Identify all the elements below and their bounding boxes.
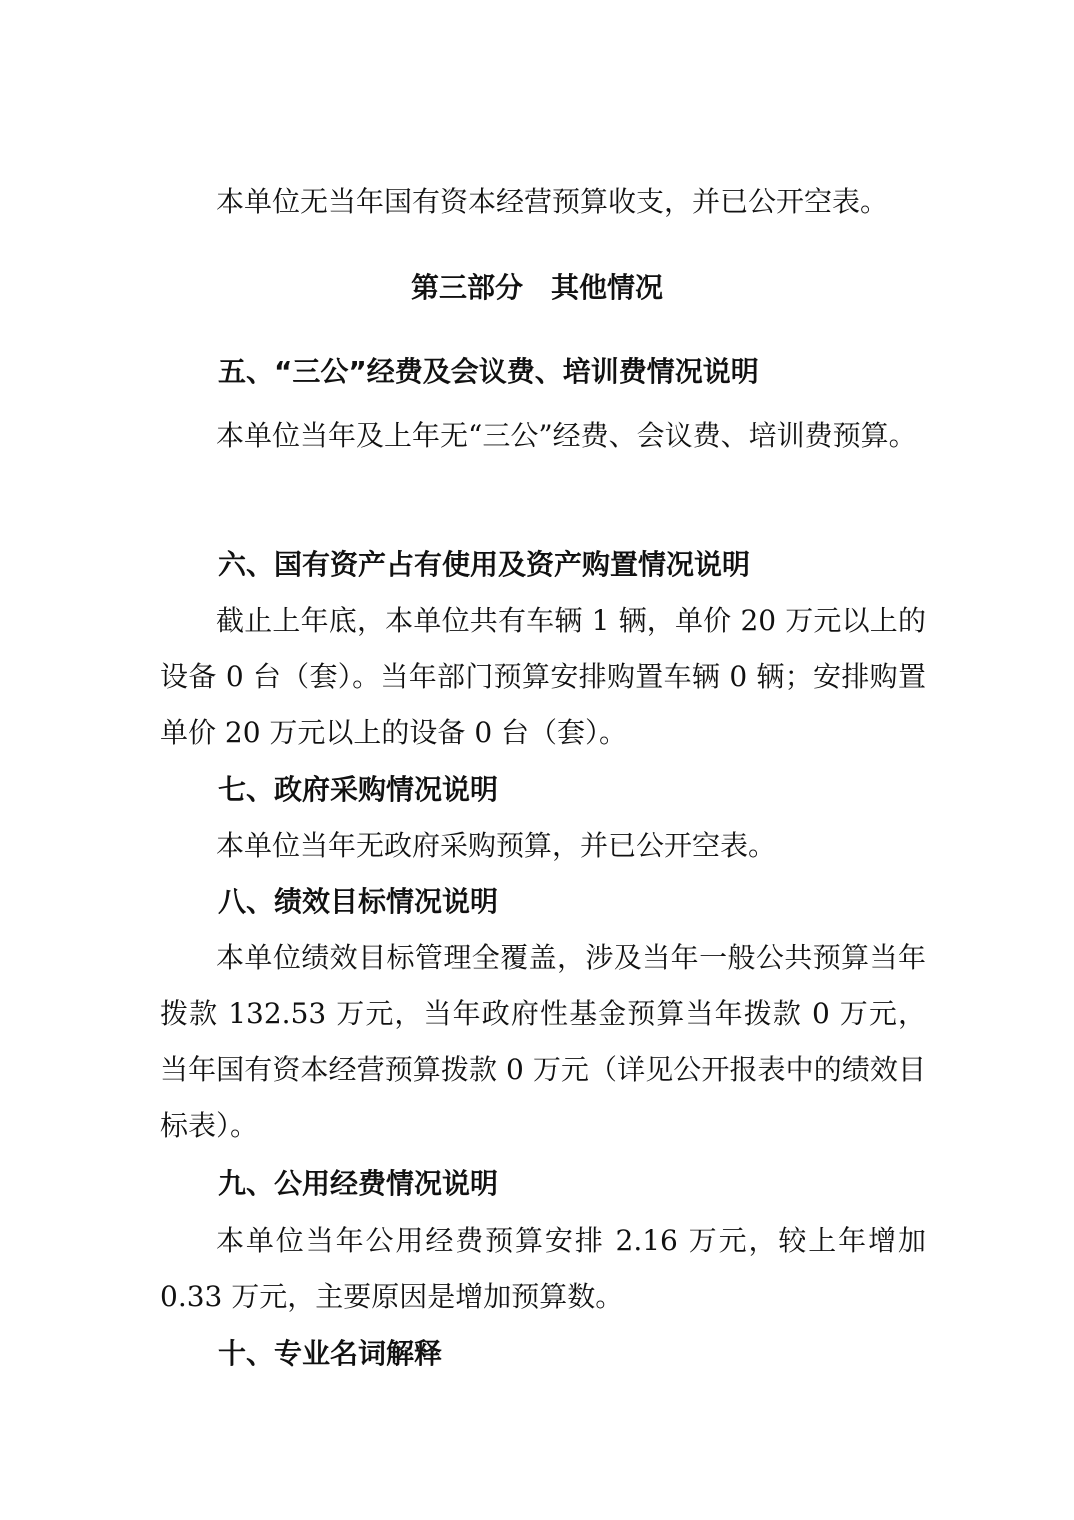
- section-six-heading: 六、国有资产占有使用及资产购置情况说明: [218, 548, 751, 581]
- section-nine-heading: 九、公用经费情况说明: [218, 1167, 499, 1200]
- part-three-title: 第三部分 其他情况: [410, 271, 663, 304]
- section-five-heading: 五、“三公”经费及会议费、培训费情况说明: [218, 355, 759, 388]
- section-eight-body: 本单位绩效目标管理全覆盖，涉及当年一般公共预算当年拨款 132.53 万元，当年政府性基金预算当年拨款 0 万元，当年国有资本经营预算拨款 0 万元（详见公开报表中的绩效目标表）。: [160, 941, 926, 1142]
- section-seven-heading: 七、政府采购情况说明: [218, 773, 499, 806]
- section-six-body: 截止上年底，本单位共有车辆 1 辆，单价 20 万元以上的设备 0 台（套）。当年部门预算安排购置车辆 0 辆；安排购置单价 20 万元以上的设备 0 台（套）。: [160, 604, 926, 749]
- capital-budget-paragraph: 本单位无当年国有资本经营预算收支，并已公开空表。: [216, 185, 889, 218]
- section-ten-heading: 十、专业名词解释: [218, 1337, 443, 1370]
- section-seven-body: 本单位当年无政府采购预算，并已公开空表。: [216, 829, 777, 862]
- section-nine-body: 本单位当年公用经费预算安排 2.16 万元，较上年增加 0.33 万元，主要原因是增加预算数。: [160, 1224, 926, 1313]
- section-eight-heading: 八、绩效目标情况说明: [218, 885, 499, 918]
- section-five-body: 本单位当年及上年无“三公”经费、会议费、培训费预算。: [216, 419, 917, 452]
